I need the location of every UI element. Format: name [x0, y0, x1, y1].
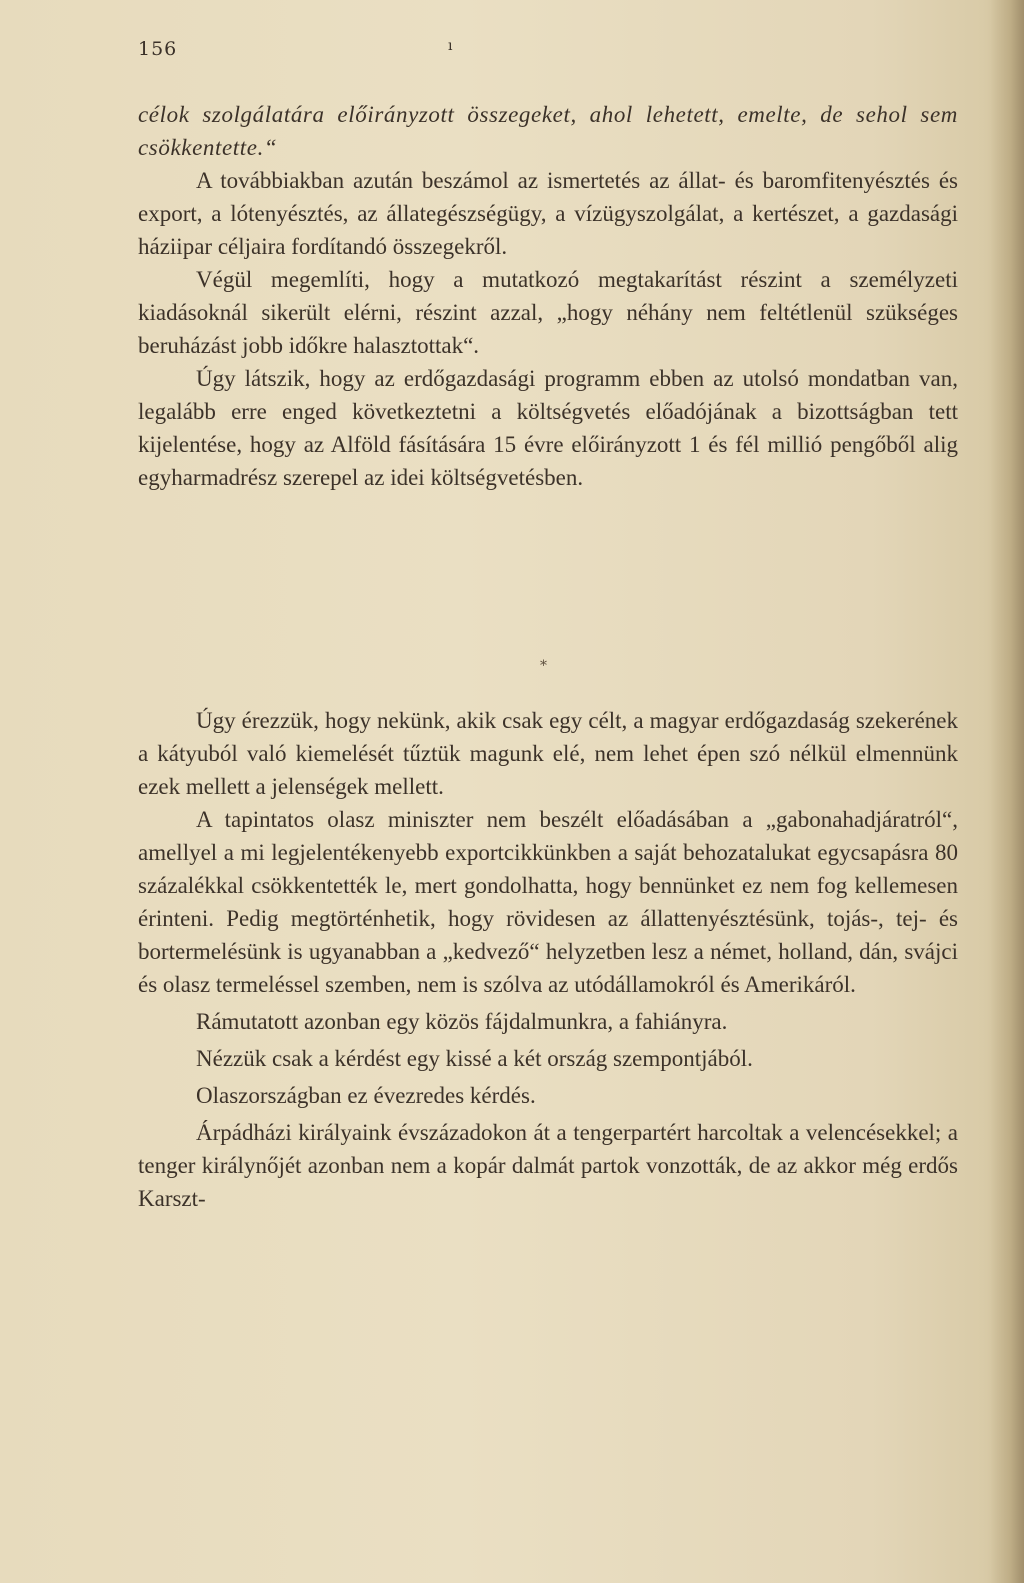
paragraph: Végül megemlíti, hogy a mutatkozó megtakarítást részint a személyzeti kiadásoknál sikerült elérni, részint azzal, „hogy néhány nem feltétlenül szükséges beruházást jobb időkre halasztottak“. — [138, 267, 958, 358]
paragraph: Nézzük csak a kérdést egy kissé a két ország szempontjából. — [196, 1046, 753, 1071]
section-separator: * — [540, 658, 547, 674]
paragraph: Árpádházi királyaink évszázadokon át a tengerpartért harcoltak a velencésekkel; a tenger királynőjét azonban nem a kopár dalmát partok vonzották, de az akkor még erdős Karszt- — [138, 1120, 958, 1211]
page-edge-shadow — [990, 0, 1024, 1583]
paragraph: Úgy érezzük, hogy nekünk, akik csak egy célt, a magyar erdőgazdaság szekerének a kátyuból való kiemelését tűztük magunk elé, nem lehet épen szó nélkül elmennünk ezek mellett a jelenségek mellett. — [138, 708, 958, 799]
paragraph-quote-ending: célok szolgálatára előirányzott összegeket, ahol lehetett, emelte, de sehol sem csökkentette.“ — [138, 102, 958, 160]
paragraph: Úgy látszik, hogy az erdőgazdasági programm ebben az utolsó mondatban van, legalább erre enged következtetni a költségvetés előadójának a bizottságban tett kijelentése, hogy az Alföld fásítására 15 évre előirányzott 1 és fél millió pengőből alig egyharmadrész szerepel az idei költségvetésben. — [138, 366, 958, 490]
paragraph: Rámutatott azonban egy közös fájdalmunkra, a fahiányra. — [196, 1009, 728, 1034]
page-number: 156 — [138, 38, 178, 60]
text-block-upper — [138, 98, 958, 494]
print-mark: ı — [448, 38, 453, 54]
paragraph: Olaszországban ez évezredes kérdés. — [196, 1083, 536, 1108]
paragraph: A továbbiakban azután beszámol az ismertetés az állat- és baromfitenyésztés és export, a lótenyésztés, az állategészségügy, a vízügyszolgálat, a kertészet, a gazdasági háziipar céljaira fordítandó összegekről. — [138, 168, 958, 259]
text-block-lower — [138, 704, 958, 1215]
paragraph: A tapintatos olasz miniszter nem beszélt előadásában a „gabonahadjáratról“, amellyel a mi legjelentékenyebb exportcikkünkben a saját behozatalukat egycsapásra 80 százalékkal csökkentették le, mert gondolhatta, hogy bennünket ez nem fog kellemesen érinteni. Pedig megtörténhetik, hogy rövidesen az állattenyésztésünk, tojás-, tej- és bortermelésünk is ugyanabban a „kedvező“ helyzetben lesz a német, holland, dán, svájci és olasz termeléssel szemben, nem is szólva az utódállamokról és Amerikáról. — [138, 807, 958, 997]
